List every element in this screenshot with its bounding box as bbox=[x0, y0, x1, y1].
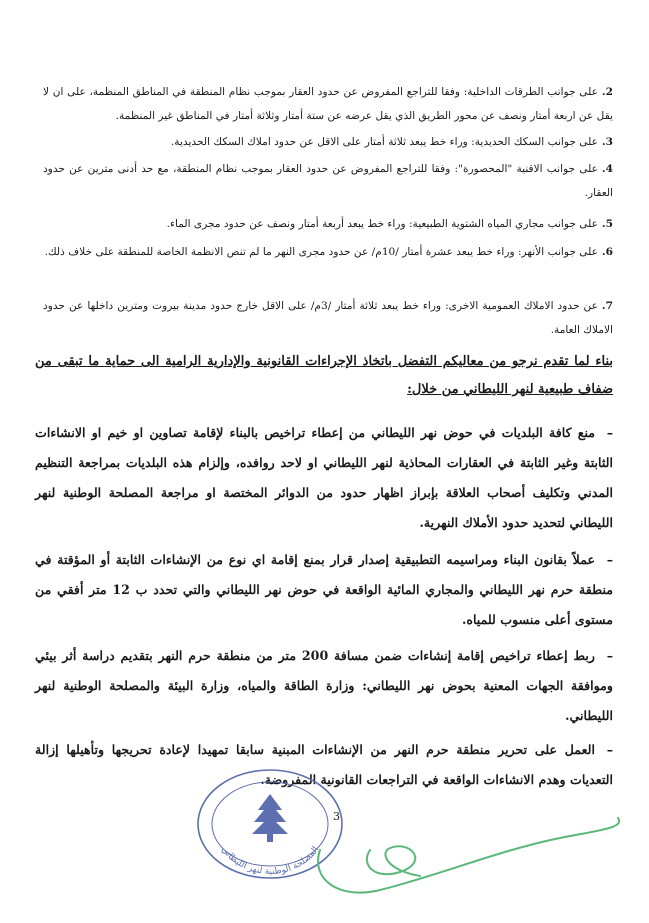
list-item-text: على جوانب الطرقات الداخلية: وفقا للتراجع المفروض عن حدود العقار بموجب نظام المنطقة في المناطق المنظمة، على ان لا يقل عن اربعة أمتار ونصف عن محور الطريق الذي يقل عرضه عن ستة أمتار وثلاثة أمتار في المناطق غير المنظمة. bbox=[43, 86, 613, 122]
cedar-tree-icon bbox=[252, 794, 288, 842]
list-item-text: عن حدود الاملاك العمومية الاخرى: وراء خط يبعد ثلاثة أمتار /3م/ على الاقل خارج حدود مدينة بيروت ومترين داخلها عن حدود الاملاك العامة. bbox=[43, 300, 613, 336]
list-item-text: على جوانب السكك الحديدية: وراء خط يبعد ثلاثة أمتار على الاقل عن حدود املاك السكك الحديدية. bbox=[170, 136, 598, 148]
handwritten-signature bbox=[300, 810, 630, 902]
list-item-text: على جوانب الاقنية "المحصورة": وفقا للتراجع المفروض عن حدود العقار بموجب نظام المنطقة، مع حد أدنى مترين عن حدود العقار. bbox=[43, 163, 613, 199]
list-item-5: 5.على جوانب مجاري المياه الشتوية الطبيعية: وراء خط يبعد أربعة أمتار ونصف عن حدود مجرى الماء. bbox=[166, 218, 613, 230]
list-item-7: 7.عن حدود الاملاك العمومية الاخرى: وراء خط يبعد ثلاثة أمتار /3م/ على الاقل خارج حدود مدينة بيروت ومترين داخلها عن حدود الاملاك العامة. bbox=[43, 300, 613, 336]
bullet-text: منع كافة البلديات في حوض نهر الليطاني من إعطاء تراخيص بالبناء لإقامة تصاوين او خيم او الانشاءات الثابتة وغير الثابتة في العقارات المحاذية لنهر الليطاني او لاحد روافده، وإلزام هذه البلديات بمراجعة التنظيم المدني وتكليف أصحاب العلاقة بإبراز اظهار حدود من الدوائر المختصة او مراجعة المصلحة الوطنية لنهر الليطاني لتحديد حدود الأملاك النهرية. bbox=[35, 425, 613, 530]
bullet-item-3: –ربط إعطاء تراخيص إقامة إنشاءات ضمن مسافة 200 متر من منطقة حرم النهر بتقديم دراسة أثر بيئي وموافقة الجهات المعنية بحوض نهر الليطاني: وزارة الطاقة والمياه، وزارة البيئة والمصلحة الوطنية لنهر الليطاني. bbox=[35, 648, 613, 723]
list-item-4: 4.على جوانب الاقنية "المحصورة": وفقا للتراجع المفروض عن حدود العقار بموجب نظام المنطقة، مع حد أدنى مترين عن حدود العقار. bbox=[43, 163, 613, 199]
list-item-text: على جوانب الأنهر: وراء خط يبعد عشرة أمتار /10م/ عن حدود مجرى النهر ما لم تنص الانظمة الخاصة للمنطقة على خلاف ذلك. bbox=[44, 246, 598, 258]
list-item-2: 2.على جوانب الطرقات الداخلية: وفقا للتراجع المفروض عن حدود العقار بموجب نظام المنطقة في المناطق المنظمة، على ان لا يقل عن اربعة أمتار ونصف عن محور الطريق الذي يقل عرضه عن ستة أمتار وثلاثة أمتار في المناطق غير المنظمة. bbox=[43, 86, 613, 122]
page-number: 3 bbox=[333, 810, 340, 823]
list-item-3: 3.على جوانب السكك الحديدية: وراء خط يبعد ثلاثة أمتار على الاقل عن حدود املاك السكك الحديدية. bbox=[170, 136, 613, 148]
list-item-text: على جوانب مجاري المياه الشتوية الطبيعية: وراء خط يبعد أربعة أمتار ونصف عن حدود مجرى الماء. bbox=[166, 218, 598, 230]
bullet-text: عملاً بقانون البناء ومراسيمه التطبيقية إصدار قرار بمنع إقامة اي نوع من الإنشاءات الثابتة أو المؤقتة في منطقة حرم نهر الليطاني والمجاري المائية الواقعة في حوض نهر الليطاني والتي تحدد ب 12 متر أفقي من مستوى أعلى منسوب للمياه. bbox=[35, 552, 613, 627]
intro-paragraph: بناء لما تقدم نرجو من معاليكم التفضل باتخاذ الإجراءات القانونية والإدارية الرامية الى حماية ما تبقى من ضفاف طبيعية لنهر الليطاني من خلال: bbox=[35, 354, 613, 397]
bullet-item-4: –العمل على تحرير منطقة حرم النهر من الإنشاءات المبنية سابقا تمهيدا لإعادة تحريجها وتأهيلها إزالة التعديات وهدم الانشاءات الواقعة في التراجعات القانونية المفروضة. bbox=[35, 742, 613, 787]
stamp-text: المصلحة الوطنية لنهر الليطاني bbox=[218, 844, 322, 878]
bullet-text: العمل على تحرير منطقة حرم النهر من الإنشاءات المبنية سابقا تمهيدا لإعادة تحريجها وتأهيلها إزالة التعديات وهدم الانشاءات الواقعة في التراجعات القانونية المفروضة. bbox=[35, 742, 613, 787]
bullet-item-2: –عملاً بقانون البناء ومراسيمه التطبيقية إصدار قرار بمنع إقامة اي نوع من الإنشاءات الثابتة أو المؤقتة في منطقة حرم نهر الليطاني والمجاري المائية الواقعة في حوض نهر الليطاني والتي تحدد ب 12 متر أفقي من مستوى أعلى منسوب للمياه. bbox=[35, 552, 613, 627]
list-item-6: 6.على جوانب الأنهر: وراء خط يبعد عشرة أمتار /10م/ عن حدود مجرى النهر ما لم تنص الانظمة الخاصة للمنطقة على خلاف ذلك. bbox=[44, 246, 613, 258]
bullet-item-1: –منع كافة البلديات في حوض نهر الليطاني من إعطاء تراخيص بالبناء لإقامة تصاوين او خيم او الانشاءات الثابتة وغير الثابتة في العقارات المحاذية لنهر الليطاني او لاحد روافده، وإلزام هذه البلديات بمراجعة التنظيم المدني وتكليف أصحاب العلاقة بإبراز اظهار حدود من الدوائر المختصة او مراجعة المصلحة الوطنية لنهر الليطاني لتحديد حدود الأملاك النهرية. bbox=[35, 425, 613, 530]
bullet-text: ربط إعطاء تراخيص إقامة إنشاءات ضمن مسافة 200 متر من منطقة حرم النهر بتقديم دراسة أثر بيئي وموافقة الجهات المعنية بحوض نهر الليطاني: وزارة الطاقة والمياه، وزارة البيئة والمصلحة الوطنية لنهر الليطاني. bbox=[35, 648, 613, 723]
